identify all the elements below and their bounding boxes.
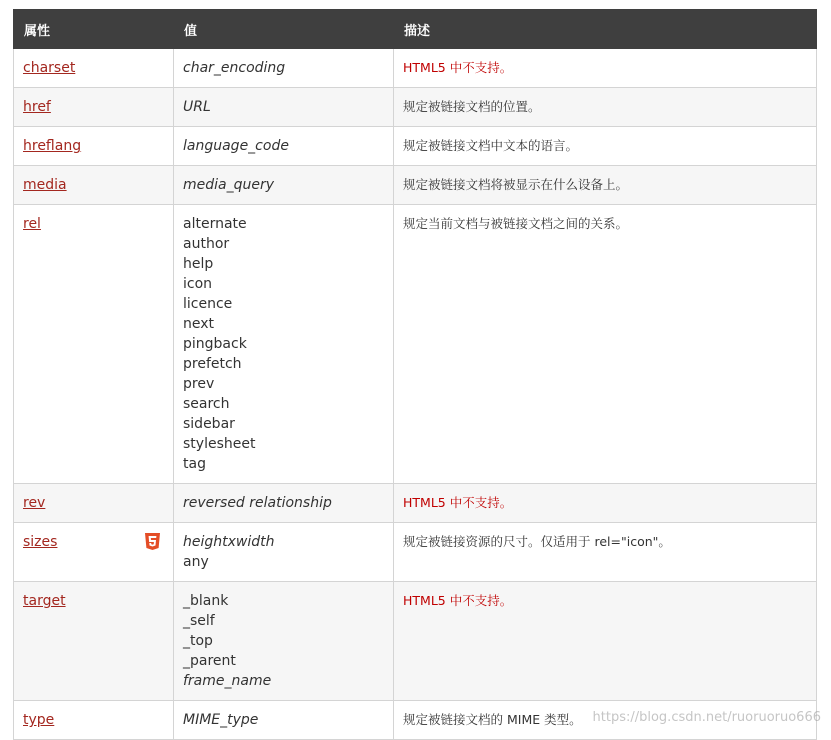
attribute-cell: [14, 49, 174, 88]
header-description: 描述: [394, 10, 817, 49]
value-item: _parent: [183, 653, 236, 669]
table-row: [14, 523, 817, 582]
attribute-link-type[interactable]: type: [23, 712, 55, 728]
attribute-cell: [14, 205, 174, 484]
value-item: search: [183, 396, 230, 412]
table-row: [14, 205, 817, 484]
description-cell: HTML5 中不支持。: [394, 484, 817, 523]
value-cell: [174, 205, 394, 484]
value-item: MIME_type: [183, 712, 259, 728]
value-item: help: [183, 256, 214, 272]
table-row: [14, 88, 817, 127]
attribute-cell: [14, 701, 174, 740]
value-item: pingback: [183, 336, 247, 352]
value-cell: [174, 166, 394, 205]
attribute-link-charset[interactable]: charset: [23, 60, 76, 76]
value-cell: [174, 127, 394, 166]
value-item: prefetch: [183, 356, 242, 372]
value-item: char_encoding: [183, 60, 286, 76]
attribute-cell: [14, 484, 174, 523]
description-cell: 规定被链接文档的位置。: [394, 88, 817, 127]
value-item: URL: [183, 99, 211, 115]
value-item: _self: [183, 613, 215, 629]
attribute-cell: [14, 523, 174, 582]
value-item: frame_name: [183, 673, 272, 689]
value-item: reversed relationship: [183, 495, 332, 511]
attribute-cell: [14, 127, 174, 166]
attribute-cell: [14, 166, 174, 205]
value-item: tag: [183, 456, 206, 472]
description-cell: 规定被链接文档的 MIME 类型。: [394, 701, 817, 740]
table-header-row: [14, 10, 817, 49]
value-cell: [174, 582, 394, 701]
description-cell: HTML5 中不支持。: [394, 49, 817, 88]
value-item: stylesheet: [183, 436, 256, 452]
value-item: _blank: [183, 593, 229, 609]
attribute-link-target[interactable]: target: [23, 593, 66, 609]
value-cell: [174, 49, 394, 88]
table-row: [14, 127, 817, 166]
html5-shield-icon: [145, 533, 160, 550]
value-item: next: [183, 316, 215, 332]
value-item: prev: [183, 376, 215, 392]
table-row: [14, 582, 817, 701]
attribute-link-rel[interactable]: rel: [23, 216, 41, 232]
value-cell: [174, 88, 394, 127]
description-cell: 规定被链接资源的尺寸。仅适用于 rel="icon"。: [394, 523, 817, 582]
attribute-link-href[interactable]: href: [23, 99, 51, 115]
value-item: icon: [183, 276, 213, 292]
header-attribute: 属性: [14, 10, 174, 49]
attribute-link-sizes[interactable]: sizes: [23, 534, 58, 550]
attribute-cell: [14, 582, 174, 701]
attribute-link-hreflang[interactable]: hreflang: [23, 138, 82, 154]
attribute-cell: [14, 88, 174, 127]
attribute-table: [13, 9, 817, 740]
value-cell: [174, 484, 394, 523]
description-cell: 规定当前文档与被链接文档之间的关系。: [394, 205, 817, 484]
value-item: _top: [183, 633, 213, 649]
value-item: author: [183, 236, 230, 252]
value-cell: [174, 701, 394, 740]
value-item: alternate: [183, 216, 247, 232]
table-row: [14, 166, 817, 205]
value-item: media_query: [183, 177, 275, 193]
table-row: [14, 49, 817, 88]
value-item: any: [183, 554, 209, 570]
description-cell: HTML5 中不支持。: [394, 582, 817, 701]
attribute-link-rev[interactable]: rev: [23, 495, 46, 511]
description-cell: 规定被链接文档中文本的语言。: [394, 127, 817, 166]
description-cell: 规定被链接文档将被显示在什么设备上。: [394, 166, 817, 205]
watermark: https://blog.csdn.net/ruoruoruo666: [592, 710, 821, 725]
header-value: 值: [174, 10, 394, 49]
value-cell: [174, 523, 394, 582]
attribute-link-media[interactable]: media: [23, 177, 67, 193]
value-item: sidebar: [183, 416, 235, 432]
value-item: heightxwidth: [183, 534, 275, 550]
table-row: [14, 484, 817, 523]
value-item: language_code: [183, 138, 289, 154]
value-item: licence: [183, 296, 233, 312]
